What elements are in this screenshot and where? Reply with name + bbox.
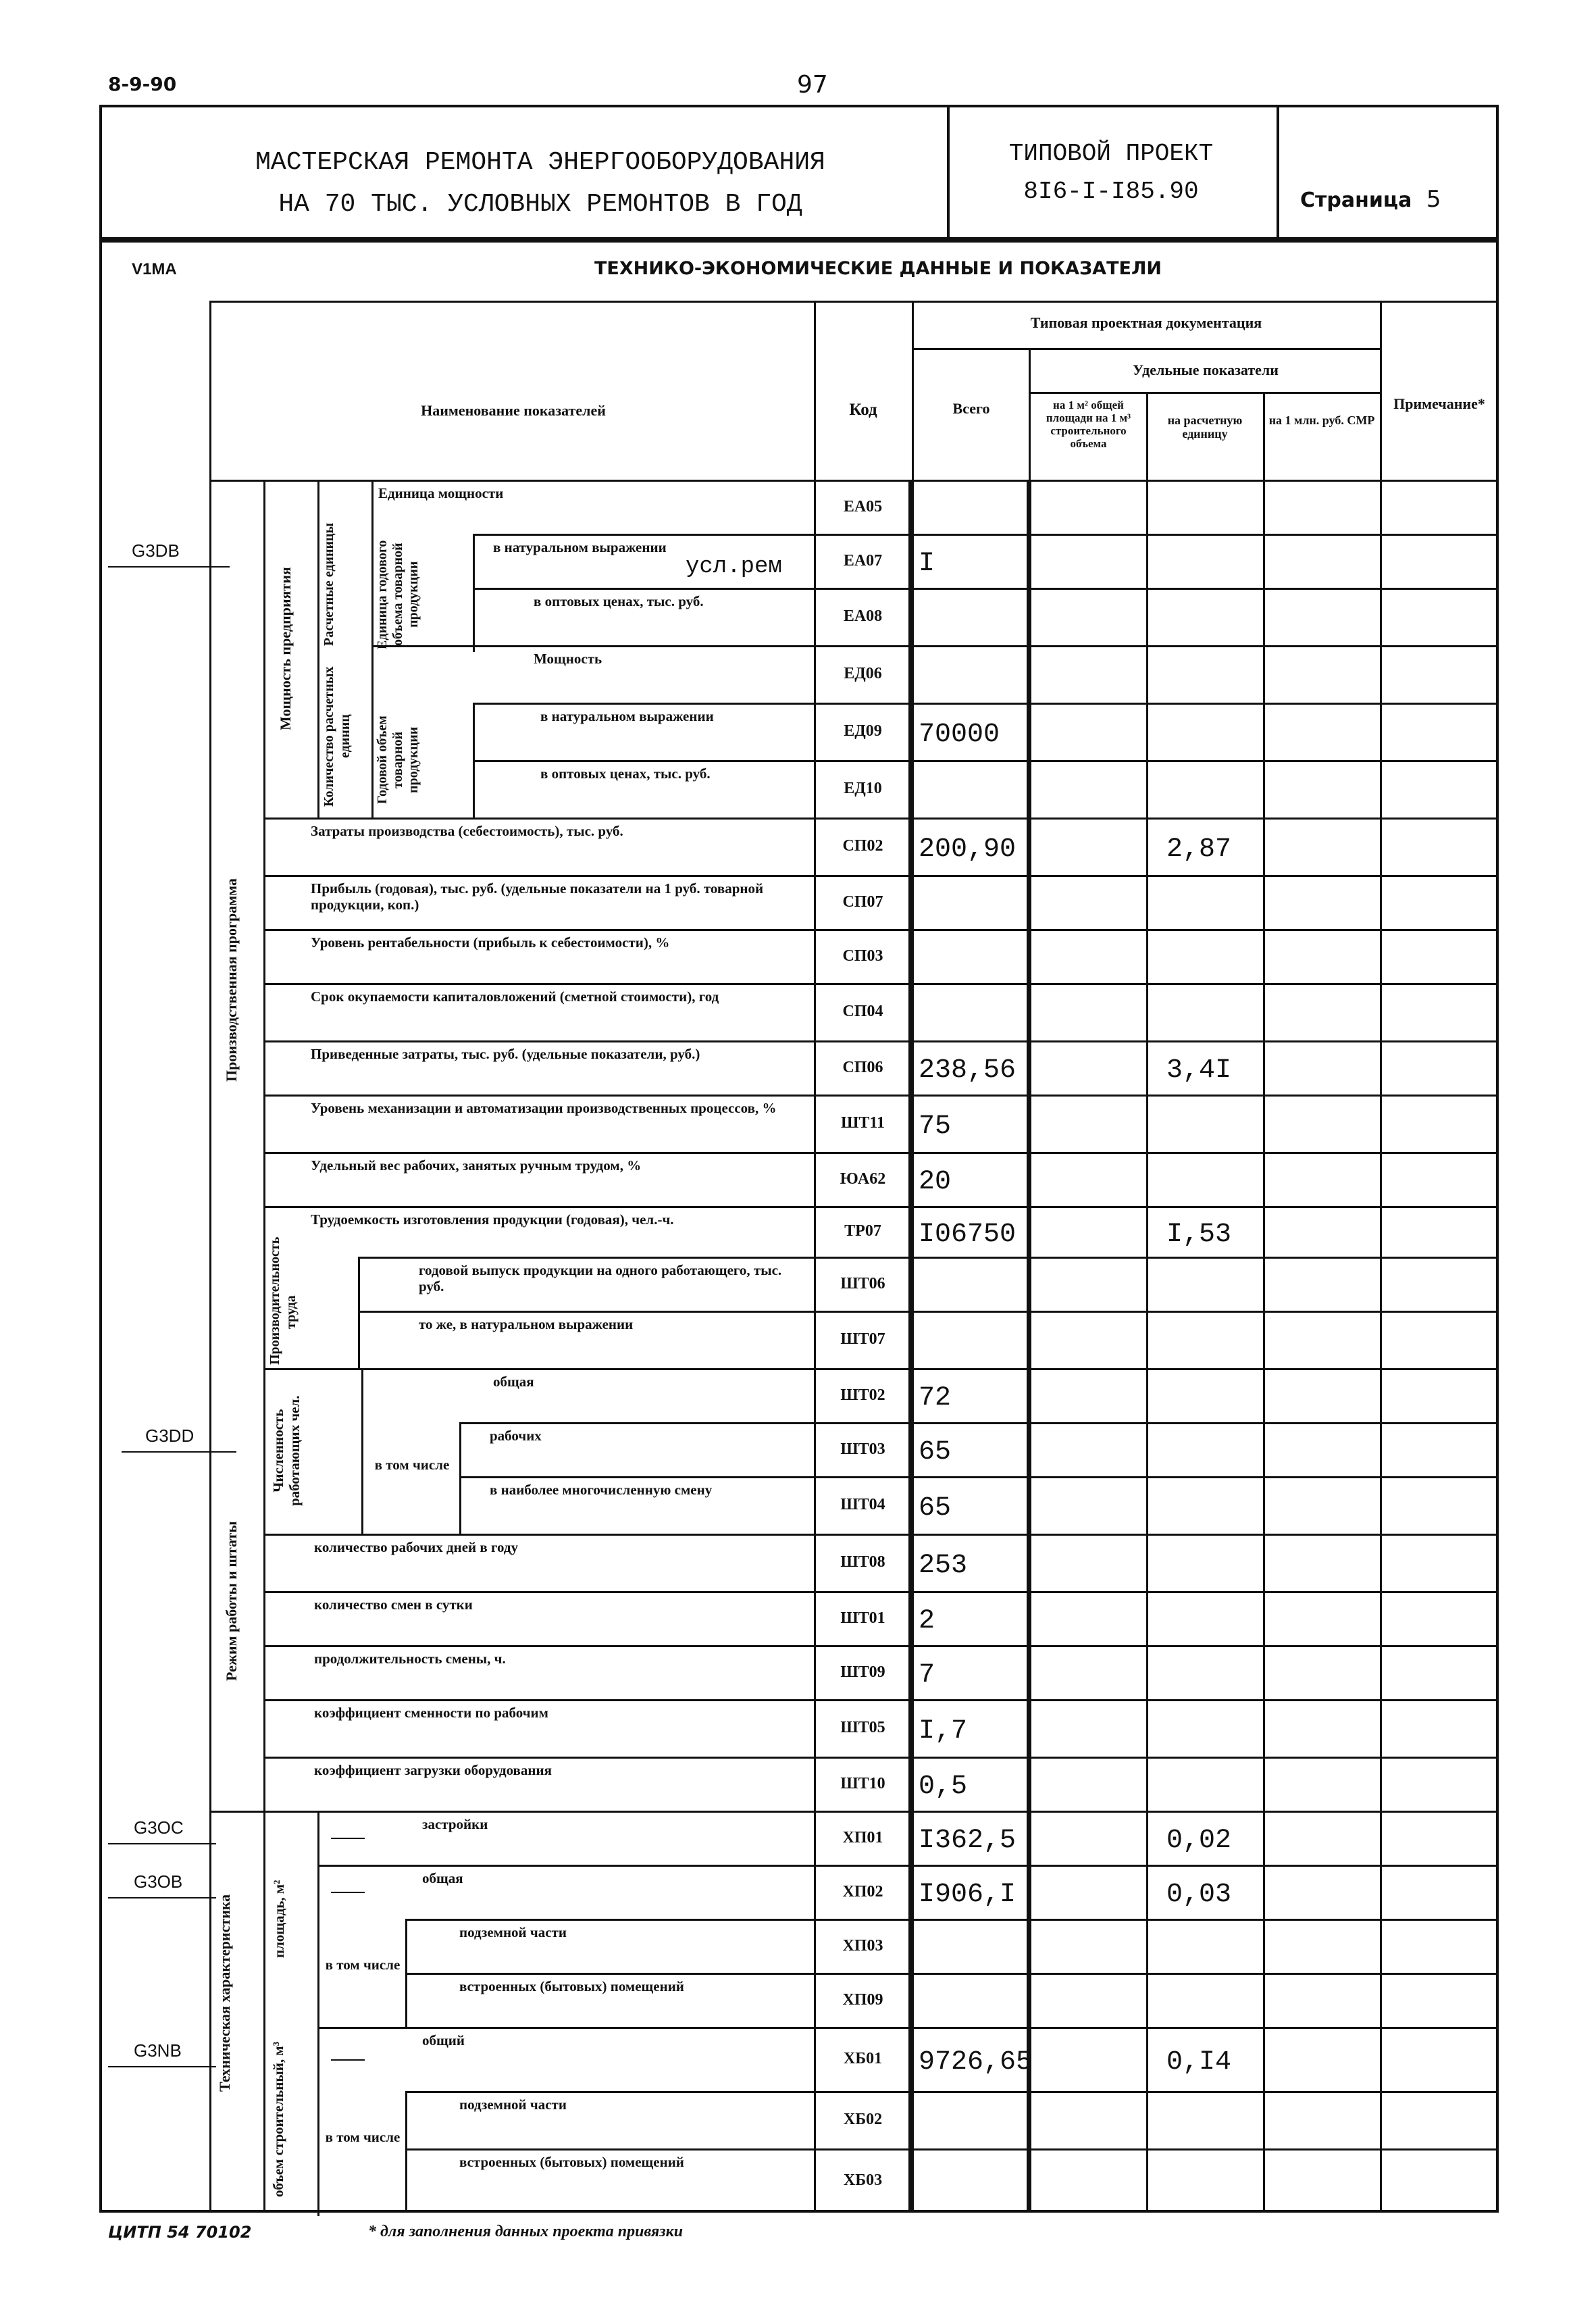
col-name: Наименование показателей: [421, 402, 606, 419]
table-row: [263, 1757, 1498, 1811]
group-tech: Техническая характеристика: [216, 1894, 233, 2092]
indicator-code: ХП02: [842, 1883, 883, 1901]
indicator-name: то же, в натуральном выражении: [419, 1316, 634, 1332]
indicator-name: продолжительность смены, ч.: [314, 1651, 506, 1667]
indicator-code: ЕД06: [844, 665, 882, 682]
date-code: 8-9-90: [108, 73, 177, 95]
table-row: [361, 1368, 1498, 1422]
indicator-code: ХП03: [842, 1937, 883, 1955]
footer-code: ЦИТП 54 70102: [108, 2223, 252, 2242]
per-unit-value: 0,03: [1166, 1880, 1232, 1910]
header-title-line1: МАСТЕРСКАЯ РЕМОНТА ЭНЕРГООБОРУДОВАНИЯ: [255, 148, 825, 177]
header-title: [203, 142, 878, 226]
table-row: [459, 1422, 1498, 1476]
col-per-m2: на 1 м² общей площади на 1 м³ строительного объема: [1046, 399, 1131, 450]
table-row: [473, 703, 1498, 760]
total-value: 65: [919, 1493, 952, 1524]
table-row: [263, 1591, 1498, 1645]
col-specific: Удельные показатели: [1133, 361, 1279, 378]
indicator-code: ЕА07: [843, 552, 883, 570]
indicator-name: коэффициент сменности по рабочим: [314, 1705, 548, 1721]
total-value: 238,56: [919, 1055, 1016, 1086]
total-value: 20: [919, 1167, 952, 1197]
indicator-name: рабочих: [490, 1428, 542, 1444]
indicator-code: ХП01: [842, 1829, 883, 1846]
table-row: [473, 760, 1498, 818]
table-row: [263, 929, 1498, 983]
table-row: [405, 1973, 1498, 2027]
table-row: [473, 588, 1498, 645]
indicator-name: в натуральном выражении: [493, 539, 667, 555]
indicator-name: застройки: [422, 1816, 488, 1832]
indicator-code: ХП09: [842, 1991, 883, 2009]
group-code: V1MA: [132, 260, 177, 278]
group-volume: объем строительный, м³: [270, 2042, 286, 2198]
indicator-code: ТР07: [844, 1222, 881, 1240]
indicator-code: СП04: [842, 1003, 883, 1020]
indicator-code: ШТ08: [840, 1553, 885, 1571]
indicator-name: Уровень механизации и автоматизации производственных процессов, %: [311, 1100, 777, 1116]
total-value: I,7: [919, 1716, 968, 1746]
group-production: Производственная программа: [223, 878, 240, 1082]
indicator-name: количество рабочих дней в году: [314, 1539, 518, 1555]
indicator-code: ШТ11: [840, 1114, 885, 1132]
project-number: 8I6-I-I85.90: [1023, 178, 1199, 205]
table-row: [405, 1919, 1498, 1973]
indicator-name: общая: [493, 1374, 534, 1390]
indicator-code: ХБ01: [843, 2050, 883, 2067]
indicator-name: подземной части: [459, 2096, 567, 2113]
group-calc-units: Расчетные единицы: [321, 522, 336, 647]
code-g3ob: G3OB: [134, 1871, 183, 1892]
per-unit-value: I,53: [1166, 1219, 1232, 1250]
indicator-code: СП06: [842, 1059, 883, 1076]
total-value: I: [919, 549, 935, 579]
dash-marker: [331, 1838, 365, 1839]
table-row: [263, 983, 1498, 1040]
per-unit-value: 2,87: [1166, 834, 1232, 865]
indicator-name: годовой выпуск продукции на одного работающего, тыс. руб.: [419, 1262, 782, 1294]
table-row: [473, 534, 1498, 588]
indicator-name: Срок окупаемости капиталовложений (сметной стоимости), год: [311, 988, 719, 1005]
total-value: I362,5: [919, 1826, 1016, 1856]
table-row: [358, 1311, 1498, 1368]
indicator-name: общий: [422, 2032, 465, 2048]
section-title: ТЕХНИКО-ЭКОНОМИЧЕСКИЕ ДАННЫЕ И ПОКАЗАТЕЛИ: [594, 258, 1162, 279]
table-row: [263, 1095, 1498, 1152]
group-annual-output: Годовой объем товарной продукции: [375, 715, 421, 805]
per-unit-value: 0,02: [1166, 1826, 1232, 1856]
table-row: [317, 1811, 1498, 1865]
group-area: площадь, м²: [271, 1880, 287, 1958]
table-row: [459, 1476, 1498, 1534]
indicator-code: ШТ05: [840, 1719, 885, 1736]
total-value: 65: [919, 1437, 952, 1467]
indicator-code: ЕД10: [844, 780, 882, 797]
table-row: [263, 1040, 1498, 1095]
header-title-line2: НА 70 ТЫС. УСЛОВНЫХ РЕМОНТОВ В ГОД: [278, 190, 802, 219]
table-row: [371, 645, 1498, 703]
indicator-name: Приведенные затраты, тыс. руб. (удельные показатели, руб.): [311, 1046, 700, 1062]
total-value: 2: [919, 1606, 935, 1636]
table-row: [263, 875, 1498, 929]
indicator-code: ШТ06: [840, 1275, 885, 1292]
group-regime: Режим работы и штаты: [223, 1521, 240, 1682]
total-value: 200,90: [919, 834, 1016, 865]
group-capacity: Мощность предприятия: [277, 567, 294, 730]
table-row: [371, 480, 1498, 534]
total-value: 7: [919, 1660, 935, 1690]
indicator-name: Мощность: [534, 651, 602, 667]
indicator-code: ШТ10: [840, 1775, 885, 1792]
indicator-name: подземной части: [459, 1924, 567, 1940]
incl-staff: в том числе: [374, 1457, 450, 1473]
per-unit-value: 3,4I: [1166, 1055, 1232, 1086]
indicator-code: ШТ09: [840, 1663, 885, 1681]
indicator-code: ШТ03: [840, 1440, 885, 1458]
indicator-code: ЮА62: [840, 1170, 886, 1188]
indicator-name: Единица мощности: [378, 485, 504, 501]
per-unit-value: 0,I4: [1166, 2047, 1232, 2078]
indicator-name: Удельный вес рабочих, занятых ручным трудом, %: [311, 1157, 642, 1174]
dash-marker: [331, 2059, 365, 2061]
indicator-code: СП02: [842, 837, 883, 855]
incl-area: в том числе: [325, 1957, 401, 1973]
total-value: 72: [919, 1383, 952, 1413]
indicator-name: Затраты производства (себестоимость), тыс. руб.: [311, 823, 623, 839]
indicator-code: ЕА08: [843, 607, 883, 625]
col-typical-docs: Типовая проектная документация: [1030, 314, 1262, 331]
indicator-code: ХБ02: [843, 2111, 883, 2128]
table-row: [263, 818, 1498, 875]
table-row: [405, 2091, 1498, 2148]
total-value: 75: [919, 1111, 952, 1142]
total-value: I06750: [919, 1219, 1016, 1250]
indicator-name: в оптовых ценах, тыс. руб.: [534, 593, 704, 609]
col-code: Код: [849, 401, 877, 419]
unit-label: усл.рем: [686, 554, 782, 580]
table-row: [405, 2148, 1498, 2213]
code-g3db: G3DB: [132, 540, 180, 561]
group-productivity: Производительность труда: [267, 1236, 299, 1365]
indicator-name: коэффициент загрузки оборудования: [314, 1762, 552, 1778]
indicator-name: в натуральном выражении: [540, 708, 714, 724]
indicator-code: СП07: [842, 893, 883, 911]
project-label: ТИПОВОЙ ПРОЕКТ: [1008, 140, 1214, 168]
indicator-code: ШТ02: [840, 1386, 885, 1404]
indicator-code: ЕА05: [843, 498, 883, 515]
table-row: [263, 1534, 1498, 1591]
code-g3nb: G3NB: [134, 2040, 182, 2061]
indicator-code: ХБ03: [843, 2171, 883, 2189]
group-unit-output: Единица годового объема товарной продукции: [375, 540, 421, 649]
indicator-name: встроенных (бытовых) помещений: [459, 2154, 684, 2170]
indicator-code: СП03: [842, 947, 883, 965]
indicator-name: общая: [422, 1870, 463, 1886]
indicator-name: Трудоемкость изготовления продукции (годовая), чел.-ч.: [311, 1211, 674, 1228]
total-value: 70000: [919, 720, 1000, 750]
project-id: [952, 135, 1270, 211]
total-value: 253: [919, 1551, 968, 1581]
code-g3oc: G3OC: [134, 1817, 184, 1838]
col-per-unit: на расчетную единицу: [1167, 413, 1243, 441]
indicator-name: в оптовых ценах, тыс. руб.: [540, 765, 711, 782]
indicator-name: Прибыль (годовая), тыс. руб. (удельные показатели на 1 руб. товарной продукции, коп.): [311, 880, 764, 913]
sheet-label: Страница: [1300, 188, 1412, 212]
indicator-code: ЕД09: [844, 722, 882, 740]
page-number: 97: [797, 71, 828, 99]
table-row: [317, 1865, 1498, 1919]
footnote: * для заполнения данных проекта привязки: [368, 2223, 684, 2240]
col-note: Примечание*: [1393, 395, 1485, 412]
total-value: I906,I: [919, 1880, 1016, 1910]
total-value: 9726,65: [919, 2047, 1033, 2078]
code-g3dd: G3DD: [145, 1426, 195, 1446]
dash-marker: [331, 1892, 365, 1893]
table-row: [263, 1699, 1498, 1757]
table-row: [263, 1206, 1498, 1257]
table-row: [263, 1152, 1498, 1206]
indicator-name: количество смен в сутки: [314, 1596, 473, 1613]
indicator-code: ШТ04: [840, 1496, 885, 1513]
group-staff: Численность работающих чел.: [270, 1395, 303, 1507]
group-calc-count: Количество расчетных единиц: [321, 666, 353, 807]
indicator-name: Уровень рентабельности (прибыль к себестоимости), %: [311, 934, 670, 951]
col-per-mln: на 1 млн. руб. СМР: [1268, 413, 1375, 427]
table-row: [263, 1645, 1498, 1699]
total-value: 0,5: [919, 1771, 968, 1802]
incl-volume: в том числе: [325, 2129, 401, 2145]
col-total: Всего: [952, 400, 990, 417]
indicator-code: ШТ01: [840, 1609, 885, 1627]
indicator-code: ШТ07: [840, 1330, 885, 1348]
table-row: [358, 1257, 1498, 1311]
indicator-name: в наиболее многочисленную смену: [490, 1482, 713, 1498]
sheet-info: [1300, 186, 1441, 213]
table-row: [317, 2027, 1498, 2091]
sheet-number: 5: [1426, 186, 1441, 213]
indicator-name: встроенных (бытовых) помещений: [459, 1978, 684, 1994]
